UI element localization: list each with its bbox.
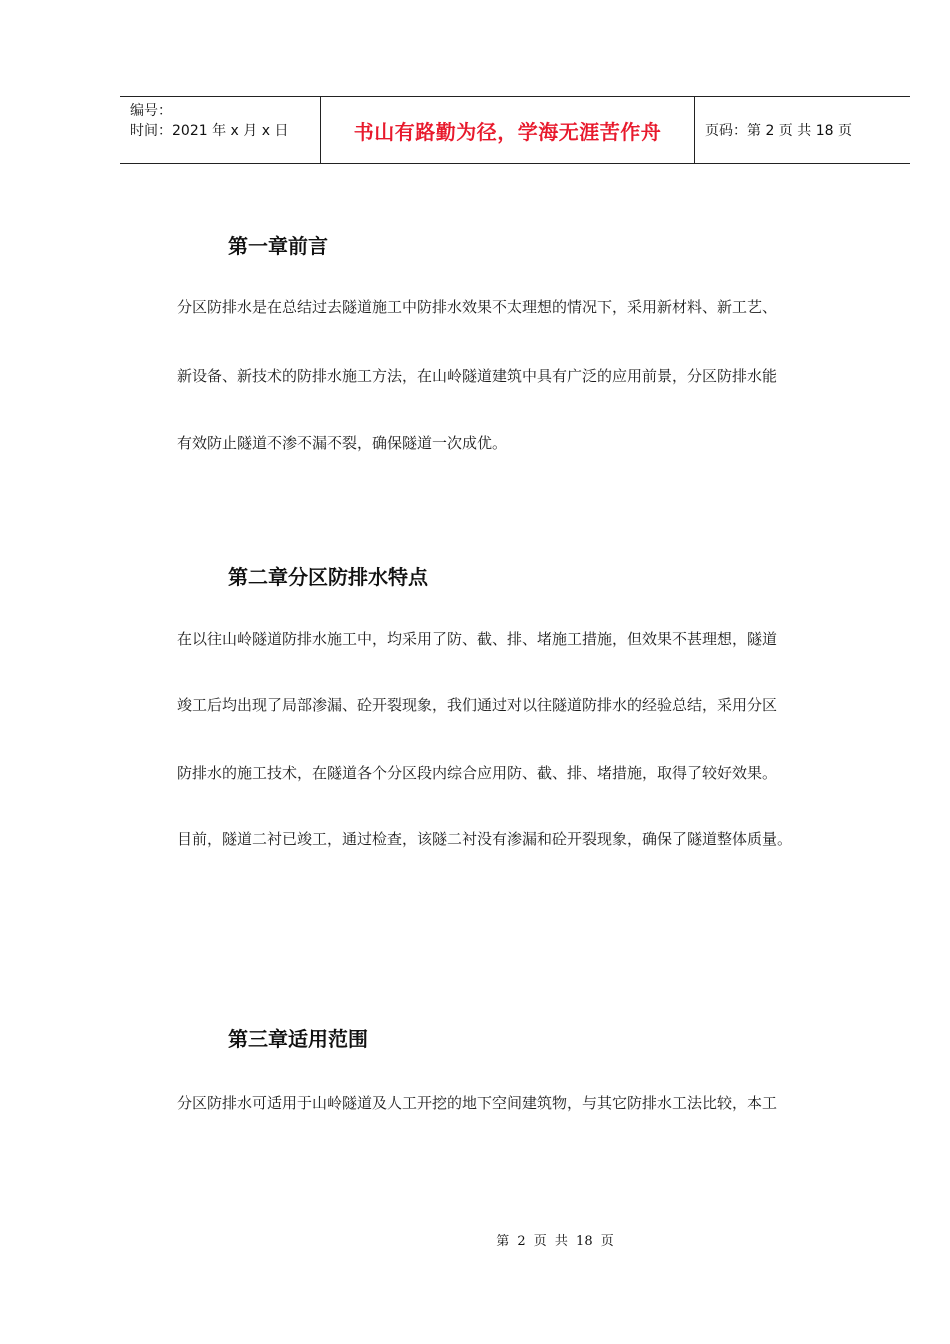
paragraph-line: 分区防排水可适用于山岭隧道及人工开挖的地下空间建筑物，与其它防排水工法比较，本工: [177, 1094, 778, 1112]
header-page-cell: [695, 97, 910, 163]
paragraph-line: 新设备、新技术的防排水施工方法，在山岭隧道建筑中具有广泛的应用前景，分区防排水能: [177, 367, 778, 385]
chapter-title-1: 第一章前言: [228, 234, 328, 258]
chapter-title-2: 第二章分区防排水特点: [228, 565, 428, 589]
header-page-info: 页码：第 2 页 共 18 页: [705, 123, 852, 139]
document-number-label: 编号：: [130, 103, 172, 119]
document-time-label: 时间：2021 年 x 月 x 日: [130, 123, 289, 139]
header-motto: 书山有路勤为径，学海无涯苦作舟: [353, 119, 662, 144]
page-footer: 第 2 页 共 18 页: [496, 1234, 614, 1249]
chapter-title-3: 第三章适用范围: [228, 1027, 368, 1051]
header-meta-cell: [120, 97, 321, 163]
header-motto-cell: [321, 97, 695, 163]
page-header-table: [120, 96, 910, 164]
paragraph-line: 在以往山岭隧道防排水施工中，均采用了防、截、排、堵施工措施，但效果不甚理想，隧道: [177, 630, 778, 648]
paragraph-line: 有效防止隧道不渗不漏不裂，确保隧道一次成优。: [177, 434, 508, 452]
paragraph-line: 竣工后均出现了局部渗漏、砼开裂现象，我们通过对以往隧道防排水的经验总结，采用分区: [177, 696, 778, 714]
paragraph-line: 分区防排水是在总结过去隧道施工中防排水效果不太理想的情况下，采用新材料、新工艺、: [177, 298, 778, 316]
paragraph-line: 防排水的施工技术，在隧道各个分区段内综合应用防、截、排、堵措施，取得了较好效果。: [177, 764, 778, 782]
paragraph-line: 目前，隧道二衬已竣工，通过检查，该隧二衬没有渗漏和砼开裂现象，确保了隧道整体质量。: [177, 830, 793, 848]
